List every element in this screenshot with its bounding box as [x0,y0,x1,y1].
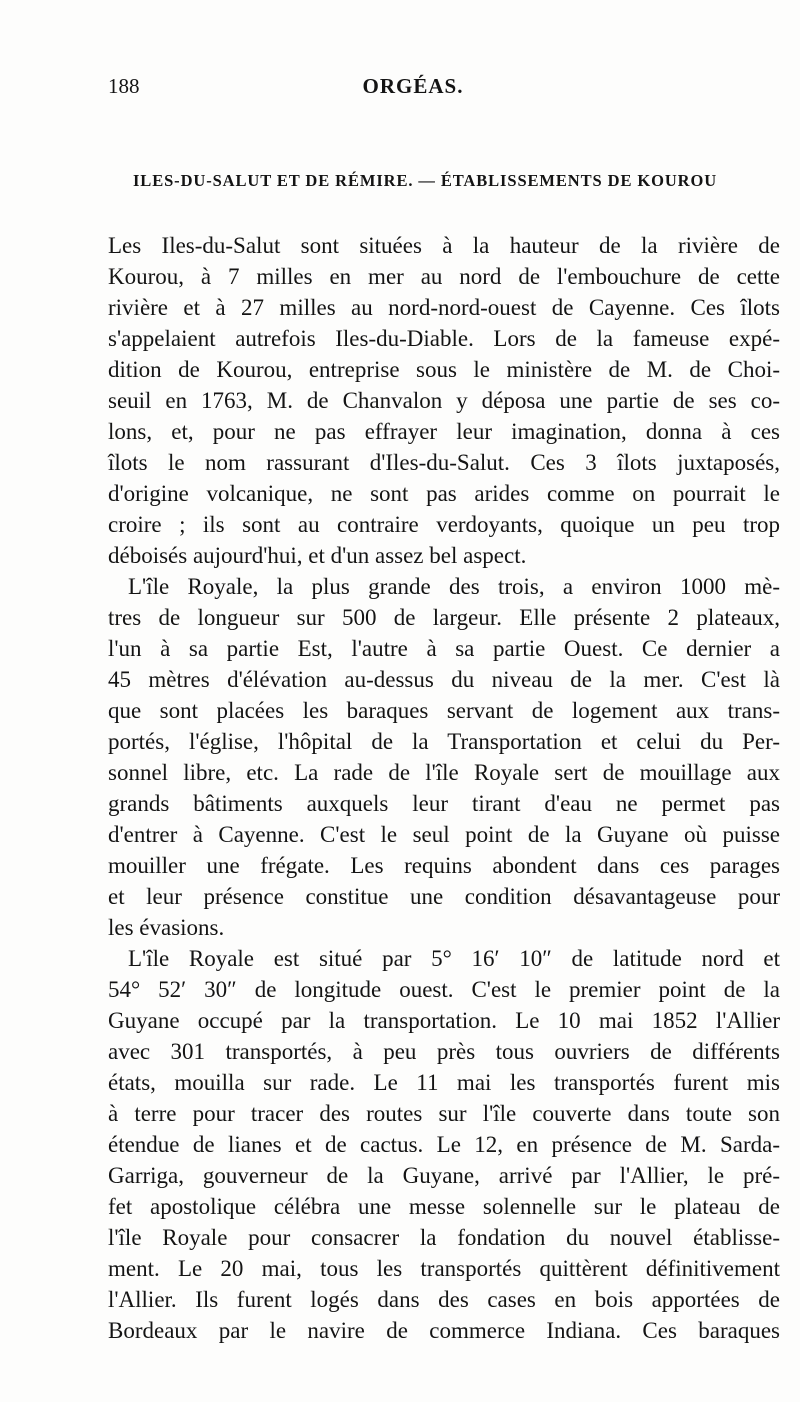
text-line: les évasions. [108,915,225,940]
text-line: grands bâtiments auxquels leur tirant d'eau ne permet pas [108,791,780,816]
text-line: portés, l'église, l'hôpital de la Transportation et celui du Per- [108,729,780,754]
text-line: îlots le nom rassurant d'Iles-du-Salut. Ces 3 îlots juxtaposés, [108,450,780,475]
text-line: Les Iles-du-Salut sont situées à la hauteur de la rivière de [108,233,780,258]
text-line: que sont placées les baraques servant de logement aux trans- [108,698,780,723]
text-line: dition de Kourou, entreprise sous le ministère de M. de Choi- [108,357,780,382]
text-line: Garriga, gouverneur de la Guyane, arrivé par l'Allier, le pré- [108,1163,780,1188]
text-line: états, mouilla sur rade. Le 11 mai les transportés furent mis [108,1070,780,1095]
text-line: étendue de lianes et de cactus. Le 12, en présence de M. Sarda- [108,1132,780,1157]
text-line: ment. Le 20 mai, tous les transportés quittèrent définitivement [108,1256,780,1281]
text-line: l'île Royale pour consacrer la fondation du nouvel établisse- [108,1225,780,1250]
running-title: ORGÉAS. [362,74,464,98]
text-line: 45 mètres d'élévation au-dessus du niveau de la mer. C'est là [108,667,780,692]
text-line: tres de longueur sur 500 de largeur. Elle présente 2 plateaux, [108,605,780,630]
text-line: avec 301 transportés, à peu près tous ouvriers de différents [108,1039,780,1064]
text-line: seuil en 1763, M. de Chanvalon y déposa une partie de ses co- [108,388,780,413]
text-line: fet apostolique célébra une messe solennelle sur le plateau de [108,1194,780,1219]
text-line: mouiller une frégate. Les requins abondent dans ces parages [108,853,780,878]
text-line: l'Allier. Ils furent logés dans des cases en bois apportées de [108,1287,780,1312]
text-line: L'île Royale, la plus grande des trois, a environ 1000 mè- [128,574,780,599]
text-line: à terre pour tracer des routes sur l'île couverte dans toute son [108,1101,780,1126]
text-line: l'un à sa partie Est, l'autre à sa partie Ouest. Ce dernier a [108,636,780,661]
page-number: 188 [108,74,140,98]
text-line: Guyane occupé par la transportation. Le 10 mai 1852 l'Allier [108,1008,780,1033]
text-line: Kourou, à 7 milles en mer au nord de l'embouchure de cette [108,264,780,289]
running-head [108,74,718,104]
text-line: lons, et, pour ne pas effrayer leur imagination, donna à ces [108,419,780,444]
text-line: sonnel libre, etc. La rade de l'île Royale sert de mouillage aux [108,760,780,785]
text-line: s'appelaient autrefois Iles-du-Diable. Lors de la fameuse expé- [108,326,780,351]
text-line: d'origine volcanique, ne sont pas arides comme on pourrait le [108,481,780,506]
text-line: 54° 52′ 30″ de longitude ouest. C'est le premier point de la [108,977,780,1002]
text-line: Bordeaux par le navire de commerce Indiana. Ces baraques [108,1318,780,1343]
text-line: croire ; ils sont au contraire verdoyants, quoique un peu trop [108,512,780,537]
text-line: d'entrer à Cayenne. C'est le seul point de la Guyane où puisse [108,822,780,847]
text-line: L'île Royale est situé par 5° 16′ 10″ de latitude nord et [128,946,780,971]
section-heading: ILES-DU-SALUT ET DE RÉMIRE. — ÉTABLISSEMENTS DE KOUROU [132,171,718,190]
text-line: rivière et à 27 milles au nord-nord-ouest de Cayenne. Ces îlots [108,295,780,320]
text-line: et leur présence constitue une condition désavantageuse pour [108,884,780,909]
text-line: déboisés aujourd'hui, et d'un assez bel aspect. [108,543,527,568]
body-text [108,230,780,1346]
